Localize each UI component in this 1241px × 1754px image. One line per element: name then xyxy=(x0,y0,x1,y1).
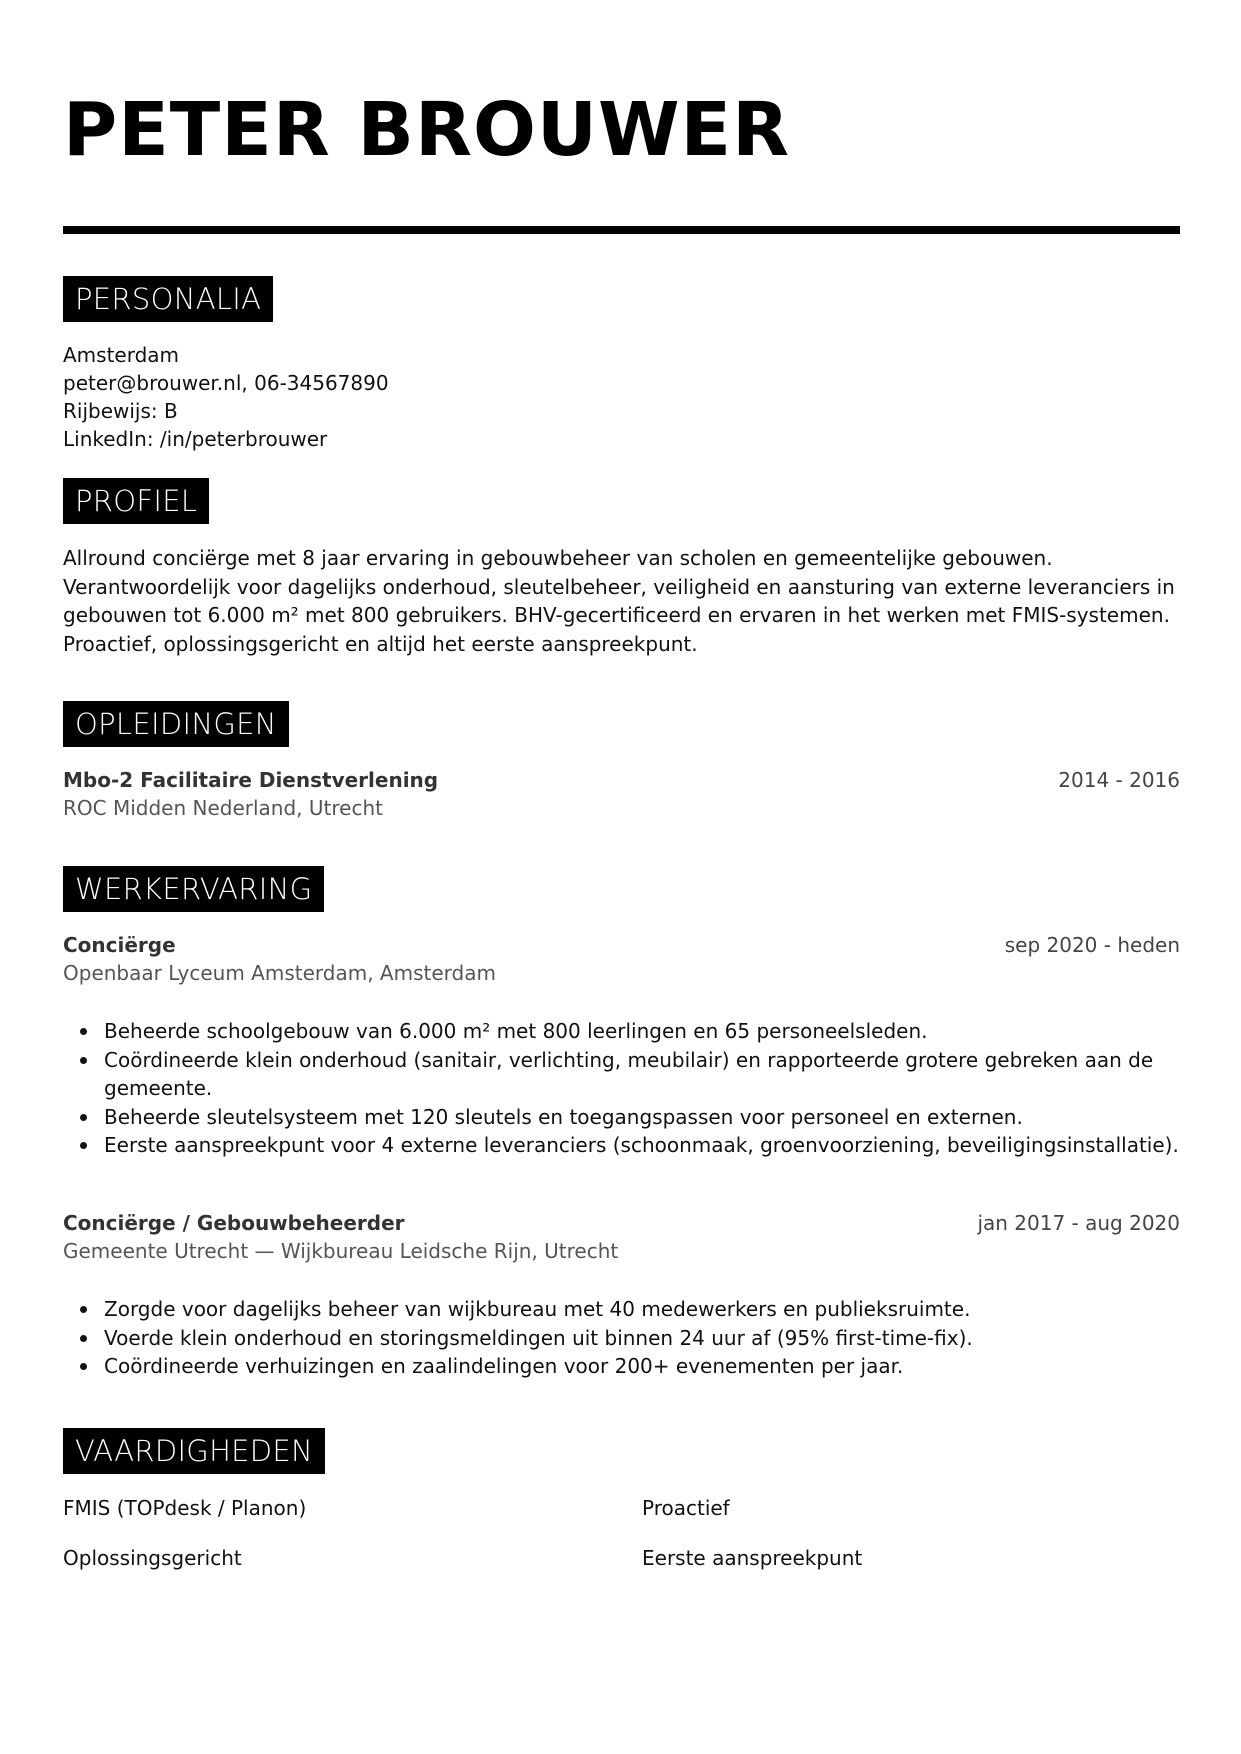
job-bullet: Eerste aanspreekpunt voor 4 externe leveranciers (schoonmaak, groenvoorziening, beveiligingsinstallatie). xyxy=(104,1131,1180,1160)
section-heading-vaardigheden: VAARDIGHEDEN xyxy=(63,1428,325,1474)
job-bullet: Coördineerde verhuizingen en zaalindelingen voor 200+ evenementen per jaar. xyxy=(104,1352,1180,1381)
job-dates: jan 2017 - aug 2020 xyxy=(977,1211,1180,1235)
job-employer: Gemeente Utrecht — Wijkbureau Leidsche Rijn, Utrecht xyxy=(63,1239,619,1263)
header-divider xyxy=(63,226,1180,234)
personalia-contact: peter@brouwer.nl, 06-34567890 xyxy=(63,371,389,395)
section-heading-personalia: PERSONALIA xyxy=(63,276,273,322)
skill-item: Eerste aanspreekpunt xyxy=(642,1546,863,1570)
job-bullet: Coördineerde klein onderhoud (sanitair, verlichting, meubilair) en rapporteerde grotere gebreken aan de gemeente. xyxy=(104,1046,1180,1103)
job-title: Conciërge xyxy=(63,933,176,957)
section-heading-werkervaring: WERKERVARING xyxy=(63,866,324,912)
job-employer: Openbaar Lyceum Amsterdam, Amsterdam xyxy=(63,961,496,985)
personalia-license: Rijbewijs: B xyxy=(63,399,178,423)
skill-item: Proactief xyxy=(642,1496,730,1520)
personalia-linkedin: LinkedIn: /in/peterbrouwer xyxy=(63,427,328,451)
skill-item: FMIS (TOPdesk / Planon) xyxy=(63,1496,307,1520)
profile-summary: Allround conciërge met 8 jaar ervaring in gebouwbeheer van scholen en gemeentelijke gebouwen. Verantwoordelijk voor dagelijks onderhoud, sleutelbeheer, veiligheid en aansturing van externe leveranciers in gebouwen tot 6.000 m² met 800 gebruikers. BHV-gecertificeerd en ervaren in het werken met FMIS-systemen. Proactief, oplossingsgericht en altijd het eerste aanspreekpunt. xyxy=(63,546,1175,656)
education-title: Mbo-2 Facilitaire Dienstverlening xyxy=(63,768,439,792)
job-dates: sep 2020 - heden xyxy=(1004,933,1180,957)
job-bullet-list xyxy=(63,1295,1180,1381)
job-bullet: Voerde klein onderhoud en storingsmeldingen uit binnen 24 uur af (95% first-time-fix). xyxy=(104,1324,1180,1353)
job-title: Conciërge / Gebouwbeheerder xyxy=(63,1211,405,1235)
job-bullet: Beheerde schoolgebouw van 6.000 m² met 800 leerlingen en 65 personeelsleden. xyxy=(104,1017,1180,1046)
section-heading-opleidingen: OPLEIDINGEN xyxy=(63,701,289,747)
section-heading-profiel: PROFIEL xyxy=(63,478,209,524)
candidate-name: PETER BROUWER xyxy=(63,87,791,173)
skill-item: Oplossingsgericht xyxy=(63,1546,242,1570)
personalia-city: Amsterdam xyxy=(63,343,180,367)
job-bullet: Beheerde sleutelsysteem met 120 sleutels en toegangspassen voor personeel en externen. xyxy=(104,1103,1180,1132)
job-bullet: Zorgde voor dagelijks beheer van wijkbureau met 40 medewerkers en publieksruimte. xyxy=(104,1295,1180,1324)
education-dates: 2014 - 2016 xyxy=(1058,768,1180,792)
education-institution: ROC Midden Nederland, Utrecht xyxy=(63,796,383,820)
job-bullet-list xyxy=(63,1017,1180,1160)
